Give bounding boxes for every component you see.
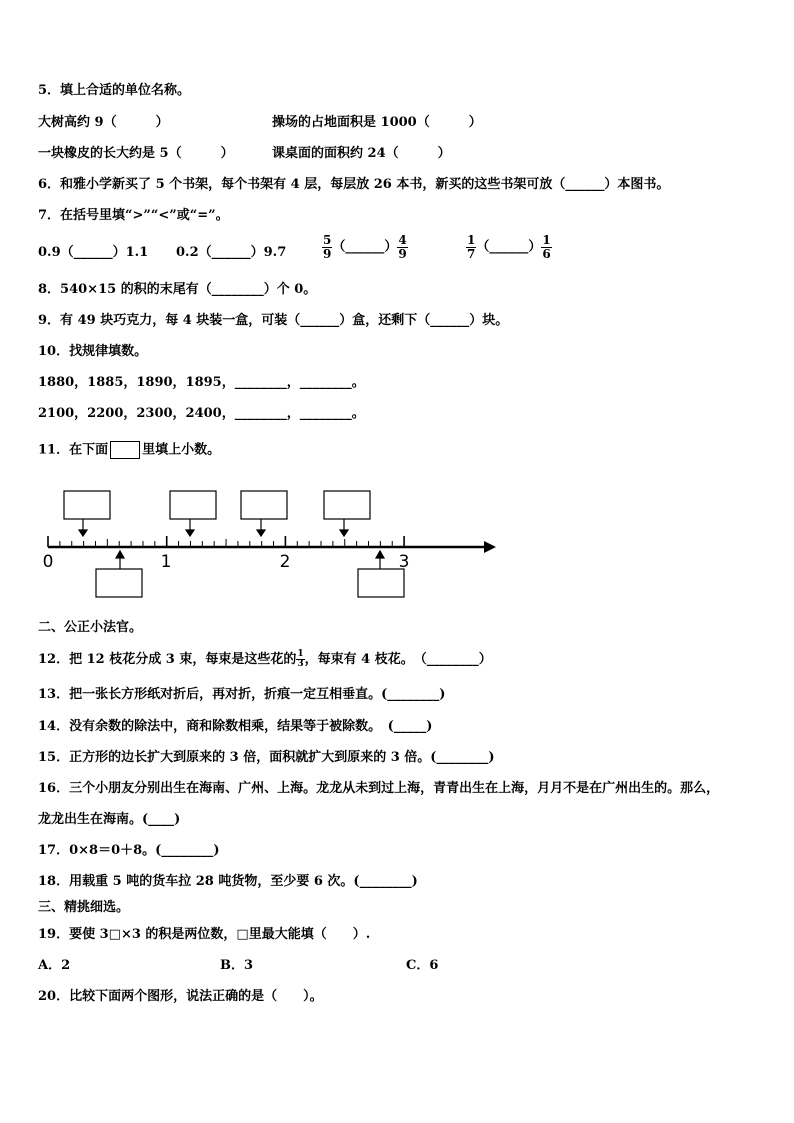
q7-item-a: 0.9（______）1.1	[38, 245, 149, 260]
arrow-down-icon	[340, 530, 348, 536]
arrow-up-icon	[116, 551, 124, 558]
answer-box[interactable]	[241, 491, 287, 519]
q11-title: 11．在下面 里填上小数。	[38, 442, 221, 458]
arrow-down-icon	[186, 530, 194, 536]
q5-item-b: 操场的占地面积是 1000（ ）	[272, 115, 482, 130]
fraction: $\frac{1}{7}$	[467, 233, 476, 261]
axis-label-0: 0	[42, 552, 54, 572]
fraction: $\frac{1}{3}$	[297, 649, 304, 669]
q5-item-c: 一块橡皮的长大约是 5（ ）	[38, 146, 234, 161]
number-line-figure	[40, 486, 510, 602]
section-2-heading: 二、公正小法官。	[38, 620, 143, 635]
q13-text: 13．把一张长方形纸对折后，再对折，折痕一定互相垂直。(________)	[38, 687, 446, 702]
answer-box[interactable]	[170, 491, 216, 519]
answer-box[interactable]	[96, 569, 142, 597]
q20-text: 20．比较下面两个图形，说法正确的是（ ）。	[38, 989, 323, 1004]
axis-label-1: 1	[160, 552, 172, 572]
arrow-up-icon	[376, 551, 384, 558]
q5-item-a: 大树高约 9（ ）	[38, 115, 169, 130]
fraction: $\frac{5}{9}$	[323, 233, 332, 261]
section-3-heading: 三、精挑细选。	[38, 900, 130, 915]
arrow-down-icon	[79, 530, 87, 536]
axis-label-3: 3	[398, 552, 410, 572]
tick-marks	[48, 536, 404, 547]
q12-text: 12．把 12 枝花分成 3 束，每束是这些花的 $\frac{1}{3}$ ，每束有 4 枝花。 （________）	[38, 649, 492, 669]
q15-text: 15．正方形的边长扩大到原来的 3 倍，面积就扩大到原来的 3 倍。(________)	[38, 750, 495, 765]
q9-text: 9．有 49 块巧克力，每 4 块装一盒，可装（______）盒，还剩下（______）块。	[38, 313, 509, 328]
q5-item-d: 课桌面的面积约 24（ ）	[272, 146, 451, 161]
answer-box[interactable]	[324, 491, 370, 519]
fraction: $\frac{4}{9}$	[398, 233, 407, 261]
q7-item-c: $\frac{5}{9}$ （______） $\frac{4}{9}$	[323, 233, 407, 261]
q7-item-d: $\frac{1}{7}$ （______） $\frac{1}{6}$	[467, 233, 551, 261]
q18-text: 18．用载重 5 吨的货车拉 28 吨货物，至少要 6 次。(________)	[38, 874, 418, 889]
arrow-down-icon	[257, 530, 265, 536]
q5-title: 5．填上合适的单位名称。	[38, 83, 191, 98]
q19-option-c: C．6	[406, 958, 439, 973]
q16-line-2: 龙龙出生在海南。(____)	[38, 812, 181, 827]
answer-box[interactable]	[358, 569, 404, 597]
q19-option-b: B．3	[220, 958, 254, 973]
q17-text: 17．0×8＝0＋8。(________)	[38, 843, 220, 858]
q19-option-a: A．2	[38, 958, 71, 973]
q16-line-1: 16．三个小朋友分别出生在海南、广州、上海。龙龙从未到过上海，青青出生在上海，月月不是在广州出生的。那么，	[38, 781, 720, 796]
q10-item-a: 1880，1885，1890，1895，________，________。	[38, 375, 365, 390]
q6-text: 6．和雅小学新买了 5 个书架，每个书架有 4 层，每层放 26 本书，新买的这些书架可放（______）本图书。	[38, 177, 670, 192]
fraction: $\frac{1}{6}$	[542, 233, 551, 261]
q10-title: 10．找规律填数。	[38, 344, 148, 359]
q8-text: 8．540×15 的积的末尾有（________）个 0。	[38, 282, 317, 297]
q7-item-b: 0.2（______）9.7	[176, 245, 287, 260]
axis-label-2: 2	[279, 552, 291, 572]
q14-text: 14．没有余数的除法中，商和除数相乘，结果等于被除数。 (_____)	[38, 719, 433, 734]
q7-title: 7．在括号里填“>”“<”或“=”。	[38, 208, 229, 223]
answer-box[interactable]	[64, 491, 110, 519]
axis-arrow-icon	[484, 541, 496, 553]
q19-text: 19．要使 3□×3 的积是两位数，□里最大能填（ ）.	[38, 927, 371, 942]
q10-item-b: 2100，2200，2300，2400，________，________。	[38, 406, 365, 421]
inline-answer-box	[110, 441, 140, 459]
